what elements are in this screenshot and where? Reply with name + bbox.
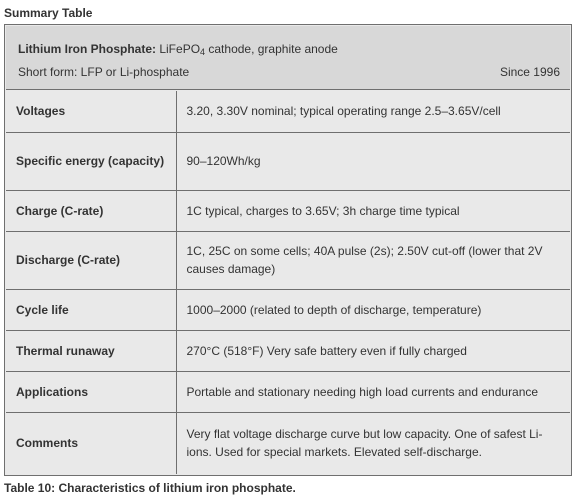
table-caption: Table 10: Characteristics of lithium iron phosphate. bbox=[4, 481, 296, 495]
row-label: Charge (C-rate) bbox=[6, 190, 176, 231]
table-row bbox=[6, 190, 570, 231]
table-row bbox=[6, 371, 570, 412]
table-row bbox=[6, 91, 570, 132]
formula-base: LiFePO bbox=[159, 42, 201, 56]
chemistry-name: Lithium Iron Phosphate: bbox=[18, 42, 156, 56]
table-row bbox=[6, 289, 570, 330]
since-year: Since 1996 bbox=[499, 65, 560, 79]
formula-rest: cathode, graphite anode bbox=[205, 42, 338, 56]
row-value: 270°C (518°F) Very safe battery even if fully charged bbox=[176, 330, 570, 371]
summary-table bbox=[4, 24, 572, 476]
summary-table-title: Summary Table bbox=[4, 6, 93, 20]
row-label: Cycle life bbox=[6, 289, 176, 330]
row-value: 90–120Wh/kg bbox=[176, 132, 570, 190]
chemistry-description bbox=[18, 42, 338, 56]
table-header bbox=[6, 26, 570, 90]
row-label: Comments bbox=[6, 412, 176, 474]
row-label: Applications bbox=[6, 371, 176, 412]
specs-table bbox=[6, 91, 570, 474]
row-label: Voltages bbox=[6, 91, 176, 132]
row-value: 3.20, 3.30V nominal; typical operating range 2.5–3.65V/cell bbox=[176, 91, 570, 132]
row-label: Discharge (C-rate) bbox=[6, 231, 176, 289]
row-value: 1C typical, charges to 3.65V; 3h charge time typical bbox=[176, 190, 570, 231]
row-value: 1C, 25C on some cells; 40A pulse (2s); 2.50V cut-off (lower that 2V causes damage) bbox=[176, 231, 570, 289]
row-label: Specific energy (capacity) bbox=[6, 132, 176, 190]
row-label: Thermal runaway bbox=[6, 330, 176, 371]
table-row bbox=[6, 231, 570, 289]
row-value: Very flat voltage discharge curve but low capacity. One of safest Li-ions. Used for special markets. Elevated self-discharge. bbox=[176, 412, 570, 474]
formula-subscript: 4 bbox=[200, 47, 206, 57]
row-value: Portable and stationary needing high load currents and endurance bbox=[176, 371, 570, 412]
table-row bbox=[6, 330, 570, 371]
short-form: Short form: LFP or Li-phosphate bbox=[18, 65, 190, 79]
table-row bbox=[6, 412, 570, 474]
table-row bbox=[6, 132, 570, 190]
row-value: 1000–2000 (related to depth of discharge, temperature) bbox=[176, 289, 570, 330]
